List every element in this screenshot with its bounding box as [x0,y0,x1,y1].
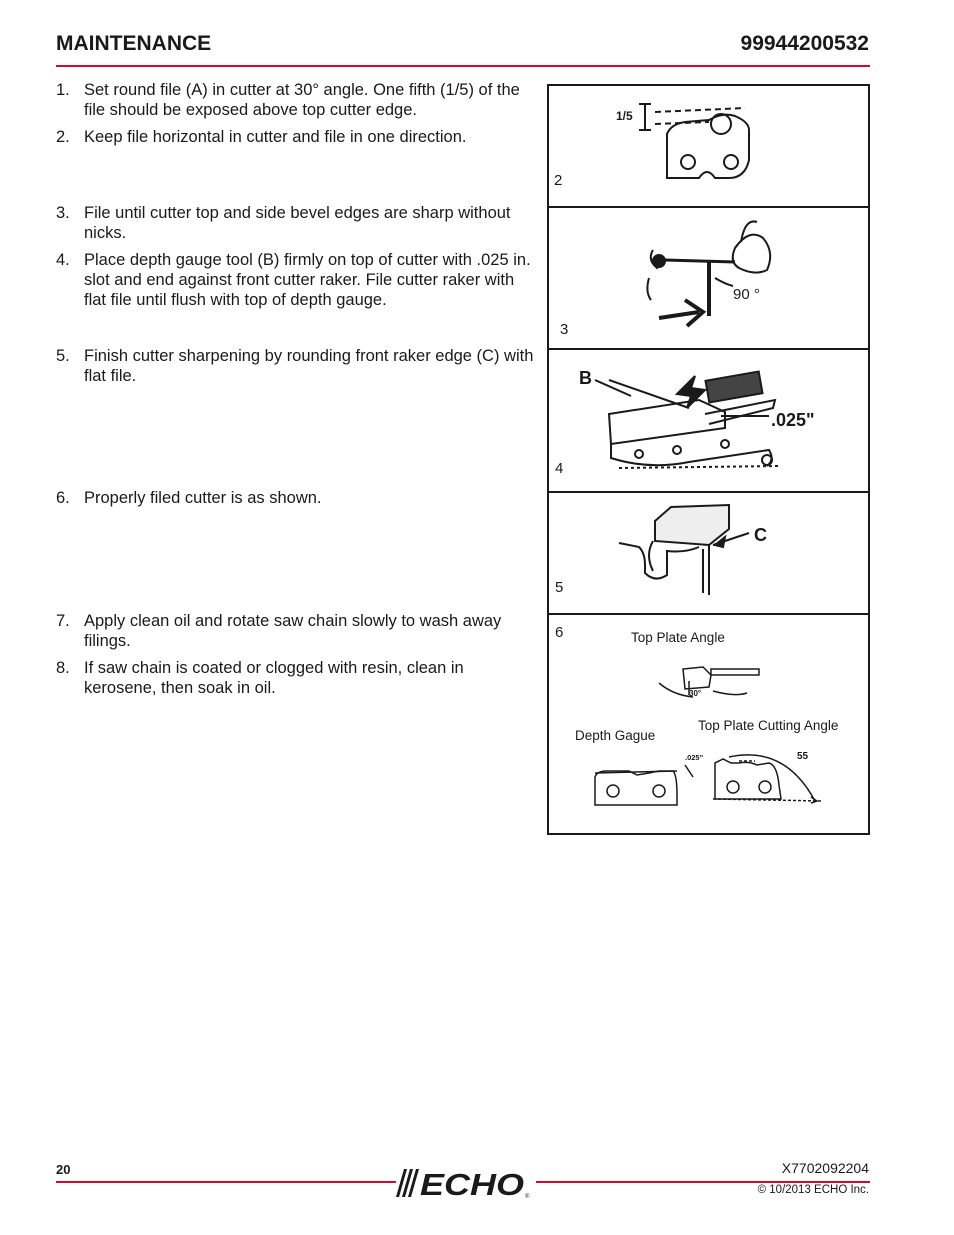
step-number: 2. [56,128,70,146]
figure-number: 3 [560,321,569,338]
step-2 [56,127,536,147]
step-text: If saw chain is coated or clogged with resin, clean in kerosene, then soak in oil. [84,659,464,697]
step-text: Finish cutter sharpening by rounding front raker edge (C) with flat file. [84,347,534,385]
copyright: © 10/2013 ECHO Inc. [757,1184,869,1196]
step-number: 1. [56,81,70,99]
step-1 [56,80,536,120]
tool-letter: B [579,368,592,388]
figure-column [547,84,870,835]
document-number: X7702092204 [781,1160,869,1176]
figure-5 [547,491,870,615]
raker-edge-illustration [549,493,868,613]
footer-divider-right [536,1181,870,1183]
gauge-value-label: .025" [685,753,704,762]
figure-4 [547,348,870,493]
figure-2 [547,84,870,208]
echo-logo [392,1167,534,1199]
figure-3 [547,206,870,350]
header-divider [56,65,870,67]
step-text: Apply clean oil and rotate saw chain slowly to wash away filings. [84,612,502,650]
step-text: Keep file horizontal in cutter and file in one direction. [84,128,467,146]
depth-gauge-illustration [549,208,868,348]
step-3 [56,203,536,243]
fraction-label: 1/5 [616,109,633,123]
figure-number: 2 [554,172,563,189]
raker-letter: C [754,525,767,545]
step-text: File until cutter top and side bevel edges are sharp without nicks. [84,204,511,242]
footer-divider-left [56,1181,396,1183]
angle-label: 90 ° [733,286,760,303]
step-5 [56,346,536,386]
figure-6 [547,613,870,835]
top-plate-cutting-angle-label: Top Plate Cutting Angle [698,718,839,733]
step-6 [56,488,536,508]
page-number: 20 [56,1162,71,1177]
angle-30-label: 30° [689,689,702,698]
step-text: Set round file (A) in cutter at 30° angle. One fifth (1/5) of the file should be exposed above top cutter edge. [84,81,520,119]
step-text: Place depth gauge tool (B) firmly on top of cutter with .025 in. slot and end against front cutter raker. File cutter raker with flat file until flush with top of depth gauge. [84,251,531,309]
figure-number: 4 [555,460,564,477]
step-8 [56,658,536,698]
figure-number: 5 [555,579,564,596]
depth-gauge-label: Depth Gague [575,728,656,743]
figure-number: 6 [555,624,564,641]
page-title: MAINTENANCE [56,32,212,55]
step-number: 7. [56,612,70,630]
part-number: 99944200532 [740,32,869,55]
step-text: Properly filed cutter is as shown. [84,489,322,507]
step-number: 8. [56,659,70,677]
step-number: 3. [56,204,70,222]
cutting-value-label: 55 [797,751,809,762]
step-number: 5. [56,347,70,365]
step-number: 4. [56,251,70,269]
step-4 [56,250,531,310]
logo-wordmark: ECHO [420,1167,524,1199]
top-plate-angle-label: Top Plate Angle [631,630,725,645]
registered-mark: ® [525,1194,530,1199]
step-7 [56,611,536,651]
step-number: 6. [56,489,70,507]
depth-gauge-tool-illustration [549,350,868,491]
cutter-file-illustration [549,86,868,206]
slot-label: .025" [771,410,815,430]
